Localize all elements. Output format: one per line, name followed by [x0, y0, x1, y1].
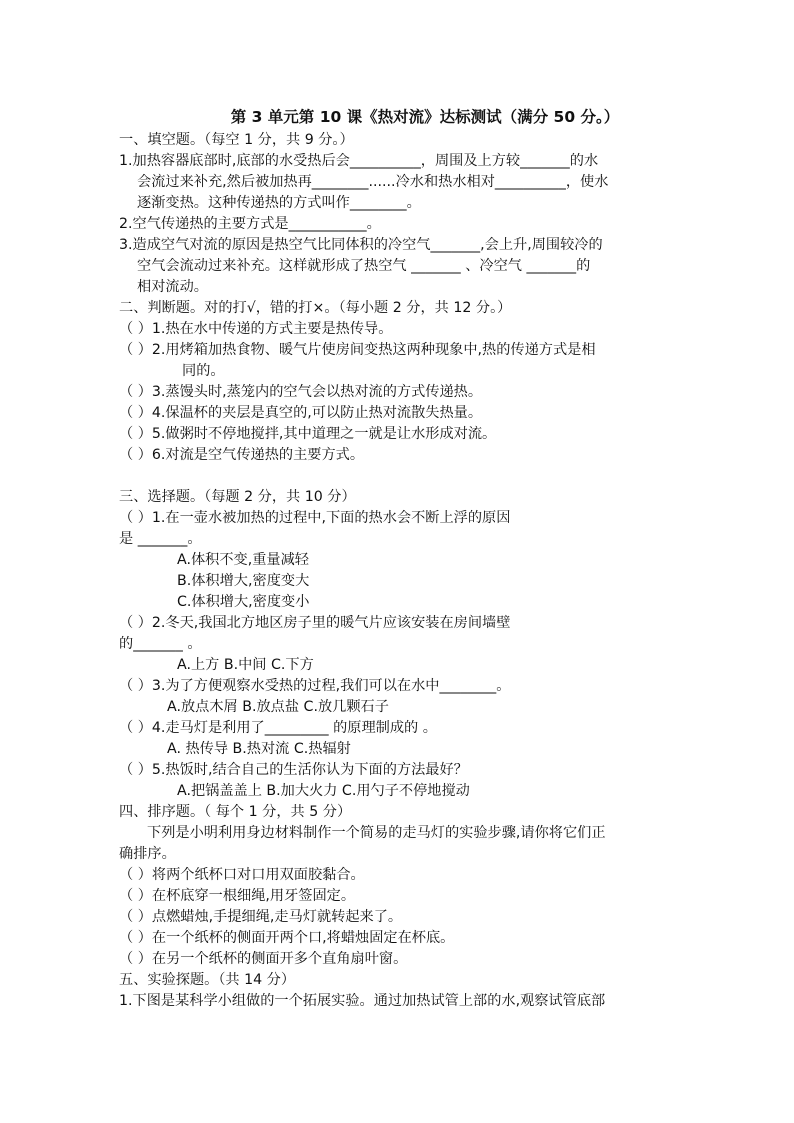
- question-text: （ ）4.走马灯是利用了_________ 的原理制成的 。: [119, 720, 437, 736]
- list-item: （ ）6.对流是空气传递热的主要方式。: [119, 447, 365, 463]
- list-item: （ ）3.蒸馒头时,蒸笼内的空气会以热对流的方式传递热。: [119, 384, 483, 400]
- question-text: 2.空气传递热的主要方式是___________。: [119, 216, 381, 232]
- list-item: （ ）在一个纸杯的侧面开两个口,将蜡烛固定在杯底。: [119, 930, 455, 946]
- question-text: （ ）3.为了方便观察水受热的过程,我们可以在水中________。: [119, 678, 511, 694]
- choice-options: A.上方 B.中间 C.下方: [177, 657, 314, 673]
- spacer: [119, 466, 676, 487]
- question-text: 相对流动。: [137, 279, 208, 295]
- question-text: （ ）1.在一壶水被加热的过程中,下面的热水会不断上浮的原因: [119, 510, 511, 526]
- section-heading-multiple-choice: 三、选择题。（每题 2 分，共 10 分）: [119, 489, 356, 505]
- choice-options: A.放点木屑 B.放点盐 C.放几颗石子: [167, 699, 389, 715]
- question-text: 确排序。: [119, 846, 176, 862]
- list-item: （ ）点燃蜡烛,手提细绳,走马灯就转起来了。: [119, 909, 403, 925]
- choice-option: A.体积不变,重量减轻: [177, 552, 309, 568]
- question-text: 下列是小明利用身边材料制作一个简易的走马灯的实验步骤,请你将它们正: [147, 825, 606, 841]
- choice-options: A.把锅盖盖上 B.加大火力 C.用勺子不停地搅动: [177, 783, 470, 799]
- choice-options: A. 热传导 B.热对流 C.热辐射: [167, 741, 351, 757]
- list-item: （ ）在杯底穿一根细绳,用牙签固定。: [119, 888, 356, 904]
- question-text: 逐渐变热。这种传递热的方式叫作________。: [137, 195, 421, 211]
- list-item: （ ）4.保温杯的夹层是真空的,可以防止热对流散失热量。: [119, 405, 483, 421]
- list-item: （ ）1.热在水中传递的方式主要是热传导。: [119, 321, 393, 337]
- section-heading-fill-blank: 一、填空题。（每空 1 分，共 9 分。）: [119, 132, 354, 148]
- question-text: 3.造成空气对流的原因是热空气比同体积的冷空气_______,会上升,周围较冷的: [119, 237, 603, 253]
- list-item: （ ）在另一个纸杯的侧面开多个直角扇叶窗。: [119, 951, 408, 967]
- question-text: 的_______ 。: [119, 636, 202, 652]
- choice-option: C.体积增大,密度变小: [177, 594, 310, 610]
- question-text: 1.加热容器底部时,底部的水受热后会__________，周围及上方较_______的水: [119, 153, 599, 169]
- section-heading-experiment: 五、实验探题。（共 14 分）: [119, 972, 296, 988]
- question-text: （ ）5.热饭时,结合自己的生活你认为下面的方法最好？: [119, 762, 468, 778]
- list-item: （ ）5.做粥时不停地搅拌,其中道理之一就是让水形成对流。: [119, 426, 497, 442]
- page-title: 第 3 单元第 10 课《热对流》达标测试（满分 50 分。）: [230, 108, 620, 126]
- section-heading-true-false: 二、判断题。对的打√，错的打×。（每小题 2 分，共 12 分。）: [119, 300, 512, 316]
- list-item: （ ）将两个纸杯口对口用双面胶黏合。: [119, 867, 365, 883]
- question-text: （ ）2.冬天,我国北方地区房子里的暖气片应该安装在房间墙壁: [119, 615, 511, 631]
- question-text: 是 _______。: [119, 531, 202, 547]
- list-item: 同的。: [182, 363, 225, 379]
- section-heading-ordering: 四、排序题。（ 每个 1 分，共 5 分）: [119, 804, 352, 820]
- list-item: （ ）2.用烤箱加热食物、暖气片使房间变热这两种现象中,热的传递方式是相: [119, 342, 596, 358]
- exam-content: [119, 130, 676, 1012]
- question-text: 会流过来补充,然后被加热再________......冷水和热水相对__________，使水: [137, 174, 609, 190]
- question-text: 空气会流动过来补充。这样就形成了热空气 _______ 、冷空气 _______的: [137, 258, 591, 274]
- choice-option: B.体积增大,密度变大: [177, 573, 310, 589]
- question-text: 1.下图是某科学小组做的一个拓展实验。通过加热试管上部的水,观察试管底部: [119, 993, 606, 1009]
